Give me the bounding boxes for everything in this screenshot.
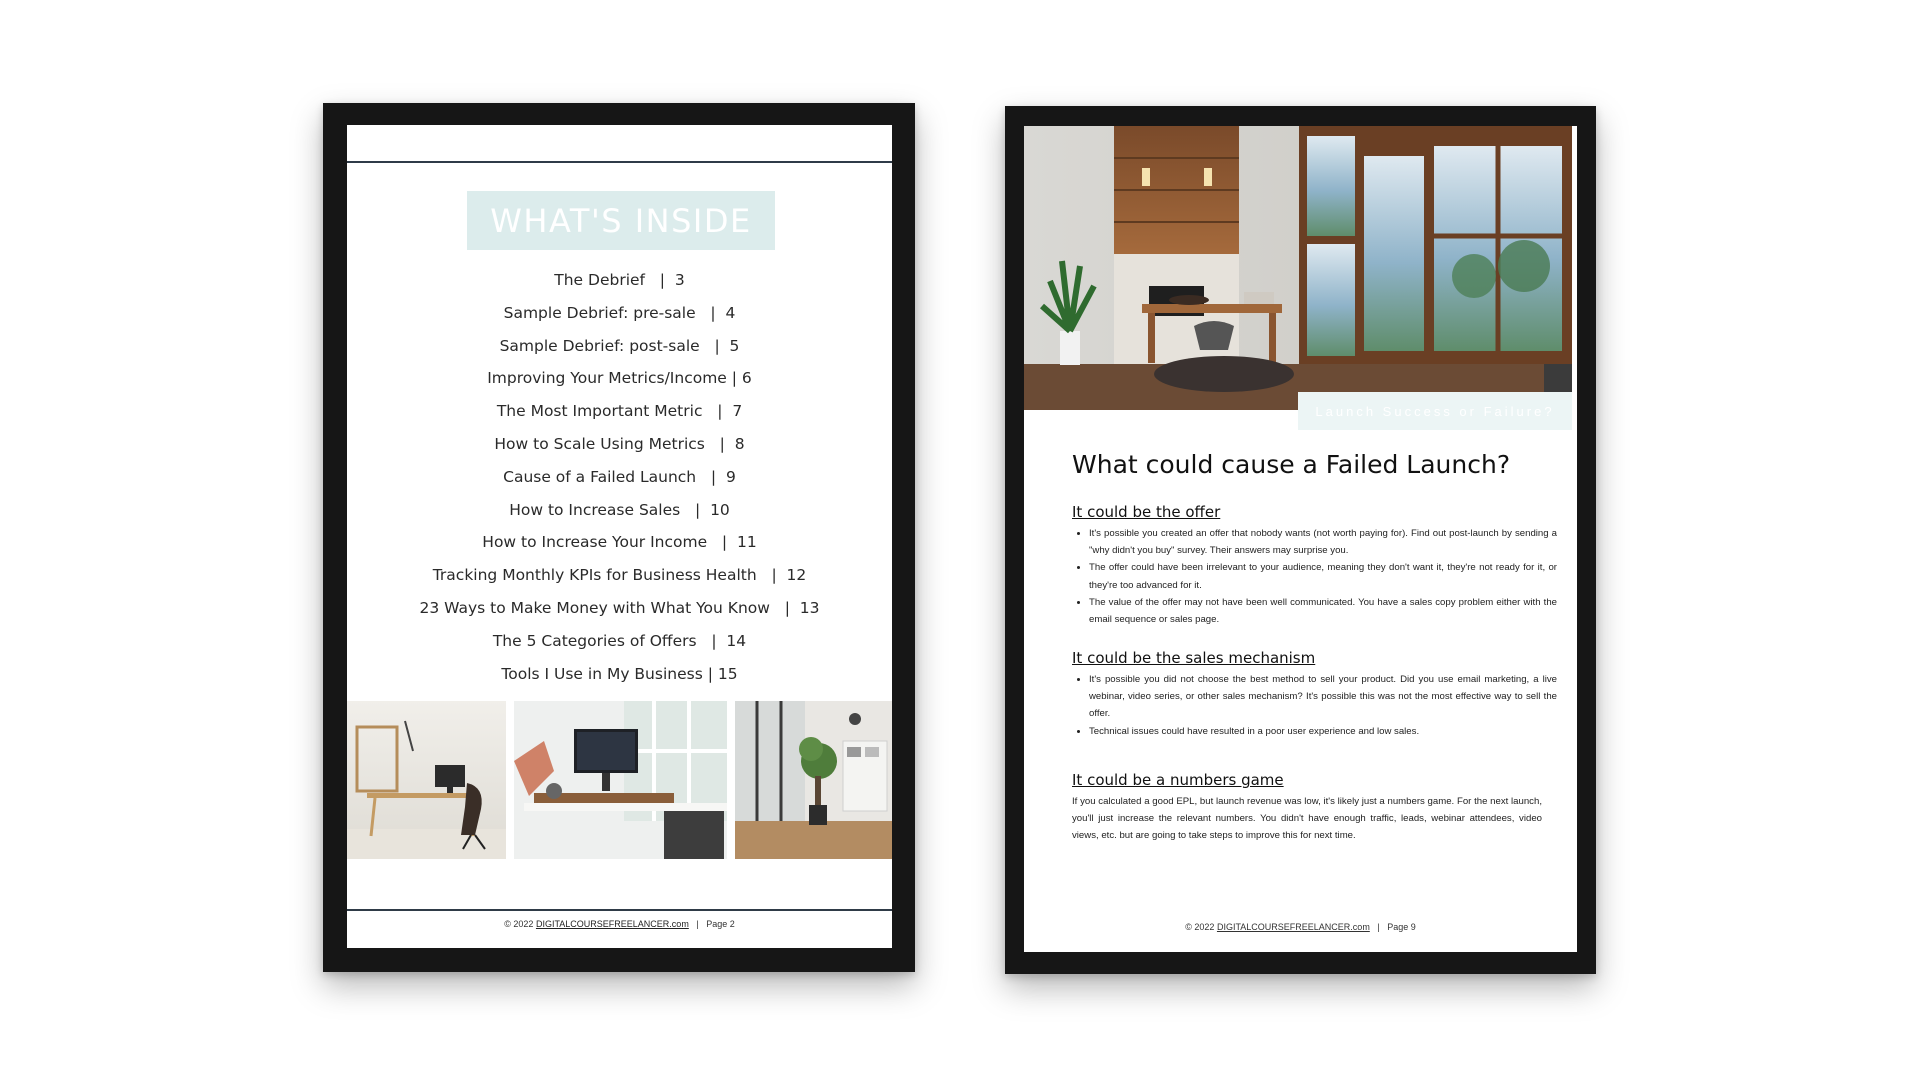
toc-item: How to Increase Sales | 10 [509, 500, 730, 519]
list-item: • The offer could have been irrelevant to your audience, meaning they don't want it, they're not ready for it, or they're too advanced for it. [1089, 559, 1557, 593]
failed-launch-page [1024, 126, 1577, 952]
toc-list [347, 264, 892, 690]
toc-item: How to Increase Your Income | 11 [482, 533, 757, 552]
interior-hero-photo [1024, 126, 1572, 410]
left-page-footer [347, 919, 892, 929]
toc-item: Sample Debrief: post-sale | 5 [499, 336, 740, 355]
footer-site-link[interactable]: DIGITALCOURSEFREELANCER.com [535, 919, 689, 929]
toc-item: The 5 Categories of Offers | 14 [492, 631, 747, 650]
toc-item: Improving Your Metrics/Income | 6 [487, 369, 752, 388]
list-item: • It's possible you did not choose the best method to sell your product. Did you use email marketing, a live webinar, video series, or other sales mechanism? It's possible this was not the most effective way to sell the offer. [1089, 671, 1557, 723]
footer-separator: | [696, 919, 699, 929]
toc-item: How to Scale Using Metrics | 8 [494, 434, 745, 453]
right-picture-frame [1005, 106, 1596, 974]
sales-mechanism-bullet-list [1072, 671, 1557, 740]
footer-page-number: Page 2 [706, 919, 735, 929]
left-picture-frame [323, 103, 915, 972]
toc-item: The Debrief | 3 [554, 271, 685, 289]
offer-bullet-list [1072, 525, 1557, 628]
page-title: What could cause a Failed Launch? [1072, 450, 1511, 479]
footer-page-number: Page 9 [1387, 922, 1416, 932]
office-photo-2 [514, 701, 727, 859]
toc-item: Sample Debrief: pre-sale | 4 [503, 303, 736, 322]
footer-copyright: © 2022 [1185, 922, 1215, 932]
footer-separator: | [1377, 922, 1380, 932]
numbers-game-paragraph: If you calculated a good EPL, but launch revenue was low, it's likely just a numbers game. For the next launch, you'll just increase the relevant numbers. You didn't have enough traffic, leads, webinar attendees, video views, etc. but are going to take steps to improve this for next time. [1072, 796, 1542, 842]
toc-item: The Most Important Metric | 7 [496, 402, 743, 421]
section-tag: Launch Success or Failure? [1298, 392, 1572, 430]
bottom-divider [347, 909, 892, 911]
toc-item: Tools I Use in My Business | 15 [501, 664, 738, 683]
right-page-footer [1024, 922, 1577, 932]
footer-site-link[interactable]: DIGITALCOURSEFREELANCER.com [1216, 922, 1370, 932]
section-heading-sales-mechanism: It could be the sales mechanism [1072, 649, 1316, 667]
section-heading-offer: It could be the offer [1072, 503, 1221, 521]
toc-item: Cause of a Failed Launch | 9 [503, 467, 736, 486]
list-item: • The value of the offer may not have been well communicated. You have a sales copy problem either with the email sequence or sales page. [1089, 594, 1557, 628]
list-item: • Technical issues could have resulted in a poor user experience and low sales. [1089, 723, 1557, 740]
whats-inside-heading: WHAT'S INSIDE [467, 191, 775, 250]
office-photo-3 [735, 701, 892, 859]
list-item: • It's possible you created an offer that nobody wants (not worth paying for). Find out post-launch by sending a "why didn't you buy" survey. Their answers may surprise you. [1089, 525, 1557, 559]
section-heading-numbers-game: It could be a numbers game [1072, 771, 1284, 789]
toc-item: 23 Ways to Make Money with What You Know | 13 [419, 598, 820, 617]
top-divider [347, 161, 892, 163]
table-of-contents-page [347, 125, 892, 948]
office-photo-1 [347, 701, 506, 859]
footer-copyright: © 2022 [504, 919, 534, 929]
toc-item: Tracking Monthly KPIs for Business Health | 12 [432, 566, 807, 585]
